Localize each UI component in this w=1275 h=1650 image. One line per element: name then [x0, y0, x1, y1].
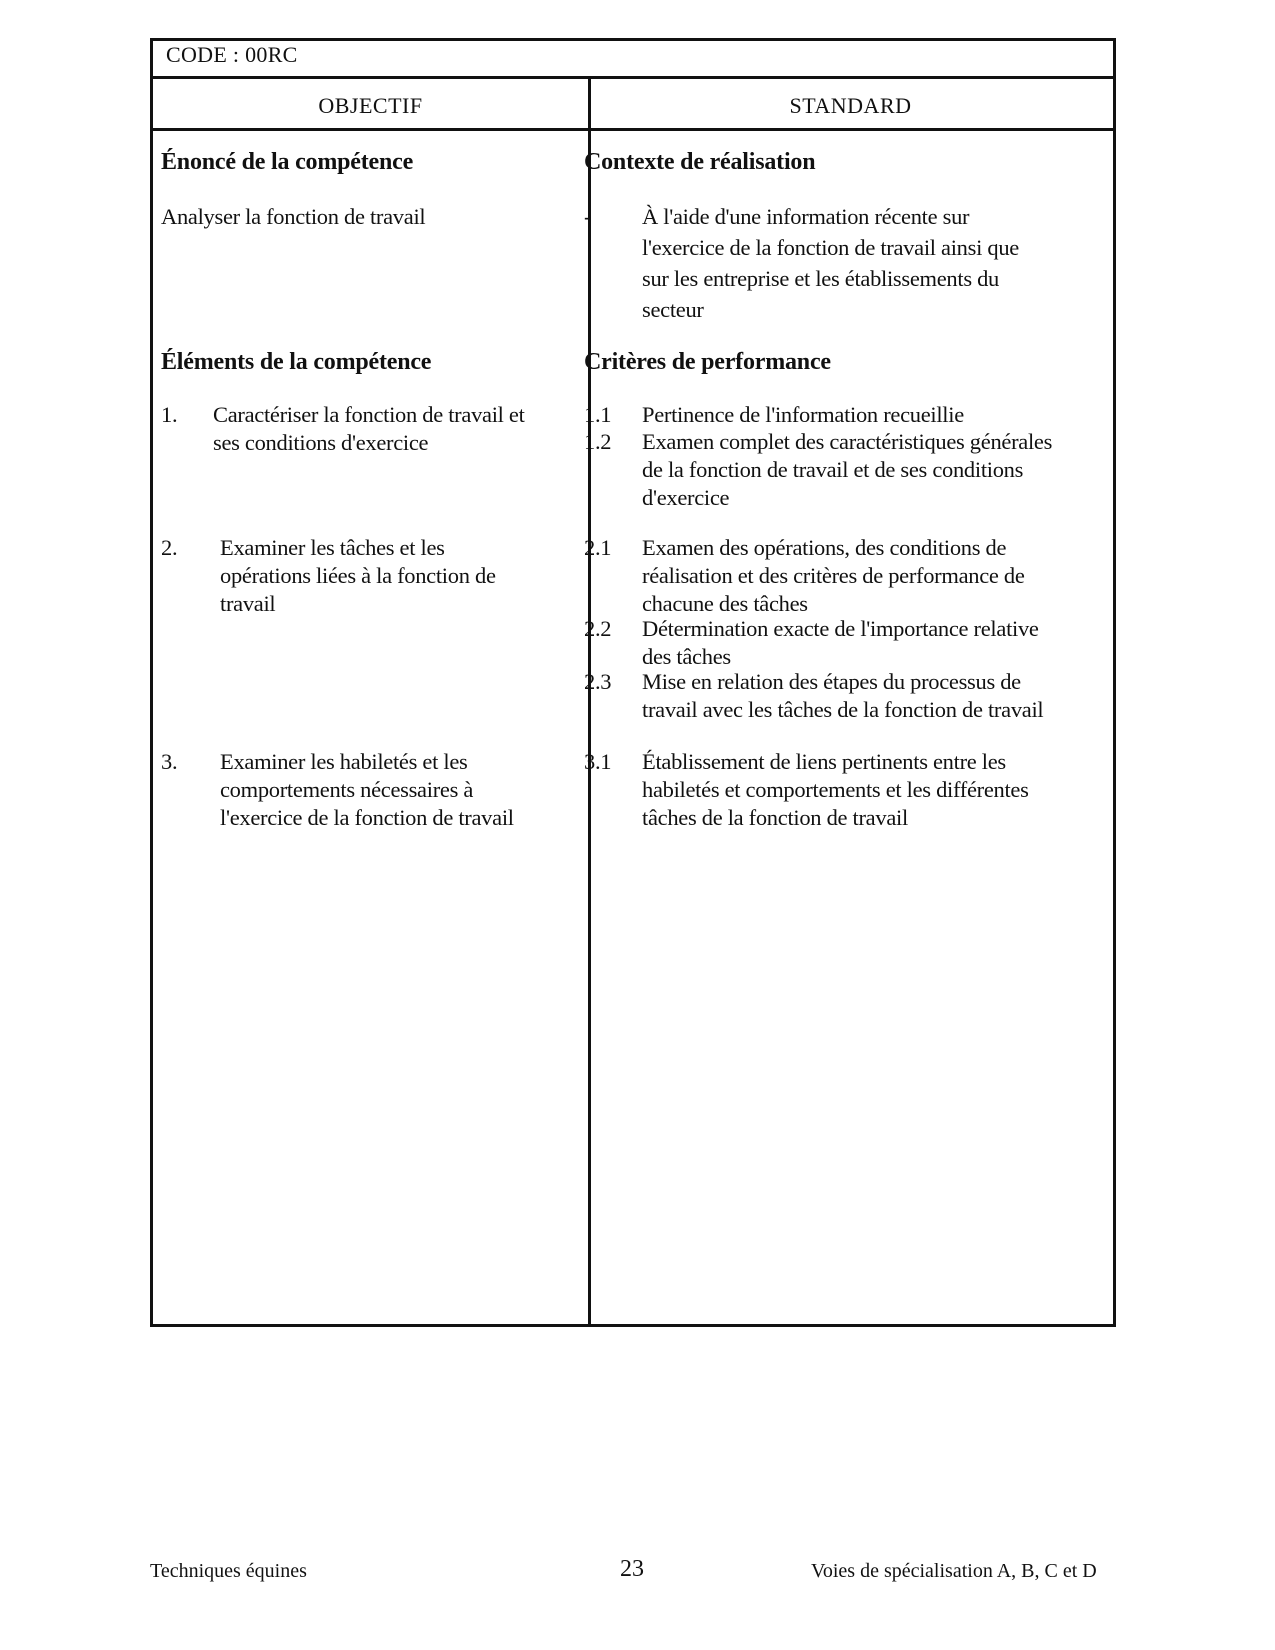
criterion-text: Mise en relation des étapes du processus de travail avec les tâches de la fonction de travail [642, 669, 1044, 722]
competency-table [150, 38, 1116, 1327]
criterion-number: 1.1 [584, 402, 612, 427]
criterion-number: 1.2 [584, 429, 612, 454]
element-text: Examiner les tâches et les opérations liées à la fonction de travail [220, 535, 496, 616]
code-label: CODE : 00RC [166, 42, 298, 67]
element-number: 1. [161, 402, 178, 427]
column-header-standard: STANDARD [789, 93, 912, 118]
element-number: 2. [161, 535, 178, 560]
criteria-title: Critères de performance [584, 349, 831, 375]
statement-title: Énoncé de la compétence [161, 149, 414, 175]
column-header-row [153, 79, 1113, 131]
column-divider [588, 79, 591, 1324]
elements-title: Éléments de la compétence [161, 349, 432, 375]
element-text: Caractériser la fonction de travail et ses conditions d'exercice [213, 402, 525, 455]
context-bullet: - [584, 204, 592, 229]
statement-text: Analyser la fonction de travail [161, 204, 426, 229]
criterion-text: Établissement de liens pertinents entre les habiletés et comportements et les différentes tâches de la fonction de travail [642, 749, 1029, 830]
criterion-number: 2.3 [584, 669, 612, 694]
criterion-text: Examen des opérations, des conditions de réalisation et des critères de performance de chacune des tâches [642, 535, 1025, 616]
criterion-text: Examen complet des caractéristiques générales de la fonction de travail et de ses conditions d'exercice [642, 429, 1053, 510]
criterion-number: 3.1 [584, 749, 612, 774]
footer-program: Techniques équines [150, 1560, 307, 1582]
criterion-text: Pertinence de l'information recueillie [642, 402, 964, 427]
element-text: Examiner les habiletés et les comportements nécessaires à l'exercice de la fonction de travail [220, 749, 514, 830]
code-row [153, 41, 1113, 79]
column-header-objectif: OBJECTIF [318, 93, 423, 118]
page-number: 23 [620, 1556, 644, 1582]
footer-specialisation: Voies de spécialisation A, B, C et D [811, 1560, 1097, 1582]
context-title: Contexte de réalisation [584, 149, 816, 175]
context-text: À l'aide d'une information récente sur l'exercice de la fonction de travail ainsi que sur les entreprise et les établissements du secteur [642, 204, 1019, 322]
criterion-number: 2.2 [584, 616, 612, 641]
element-number: 3. [161, 749, 178, 774]
criterion-text: Détermination exacte de l'importance relative des tâches [642, 616, 1039, 669]
criterion-number: 2.1 [584, 535, 612, 560]
